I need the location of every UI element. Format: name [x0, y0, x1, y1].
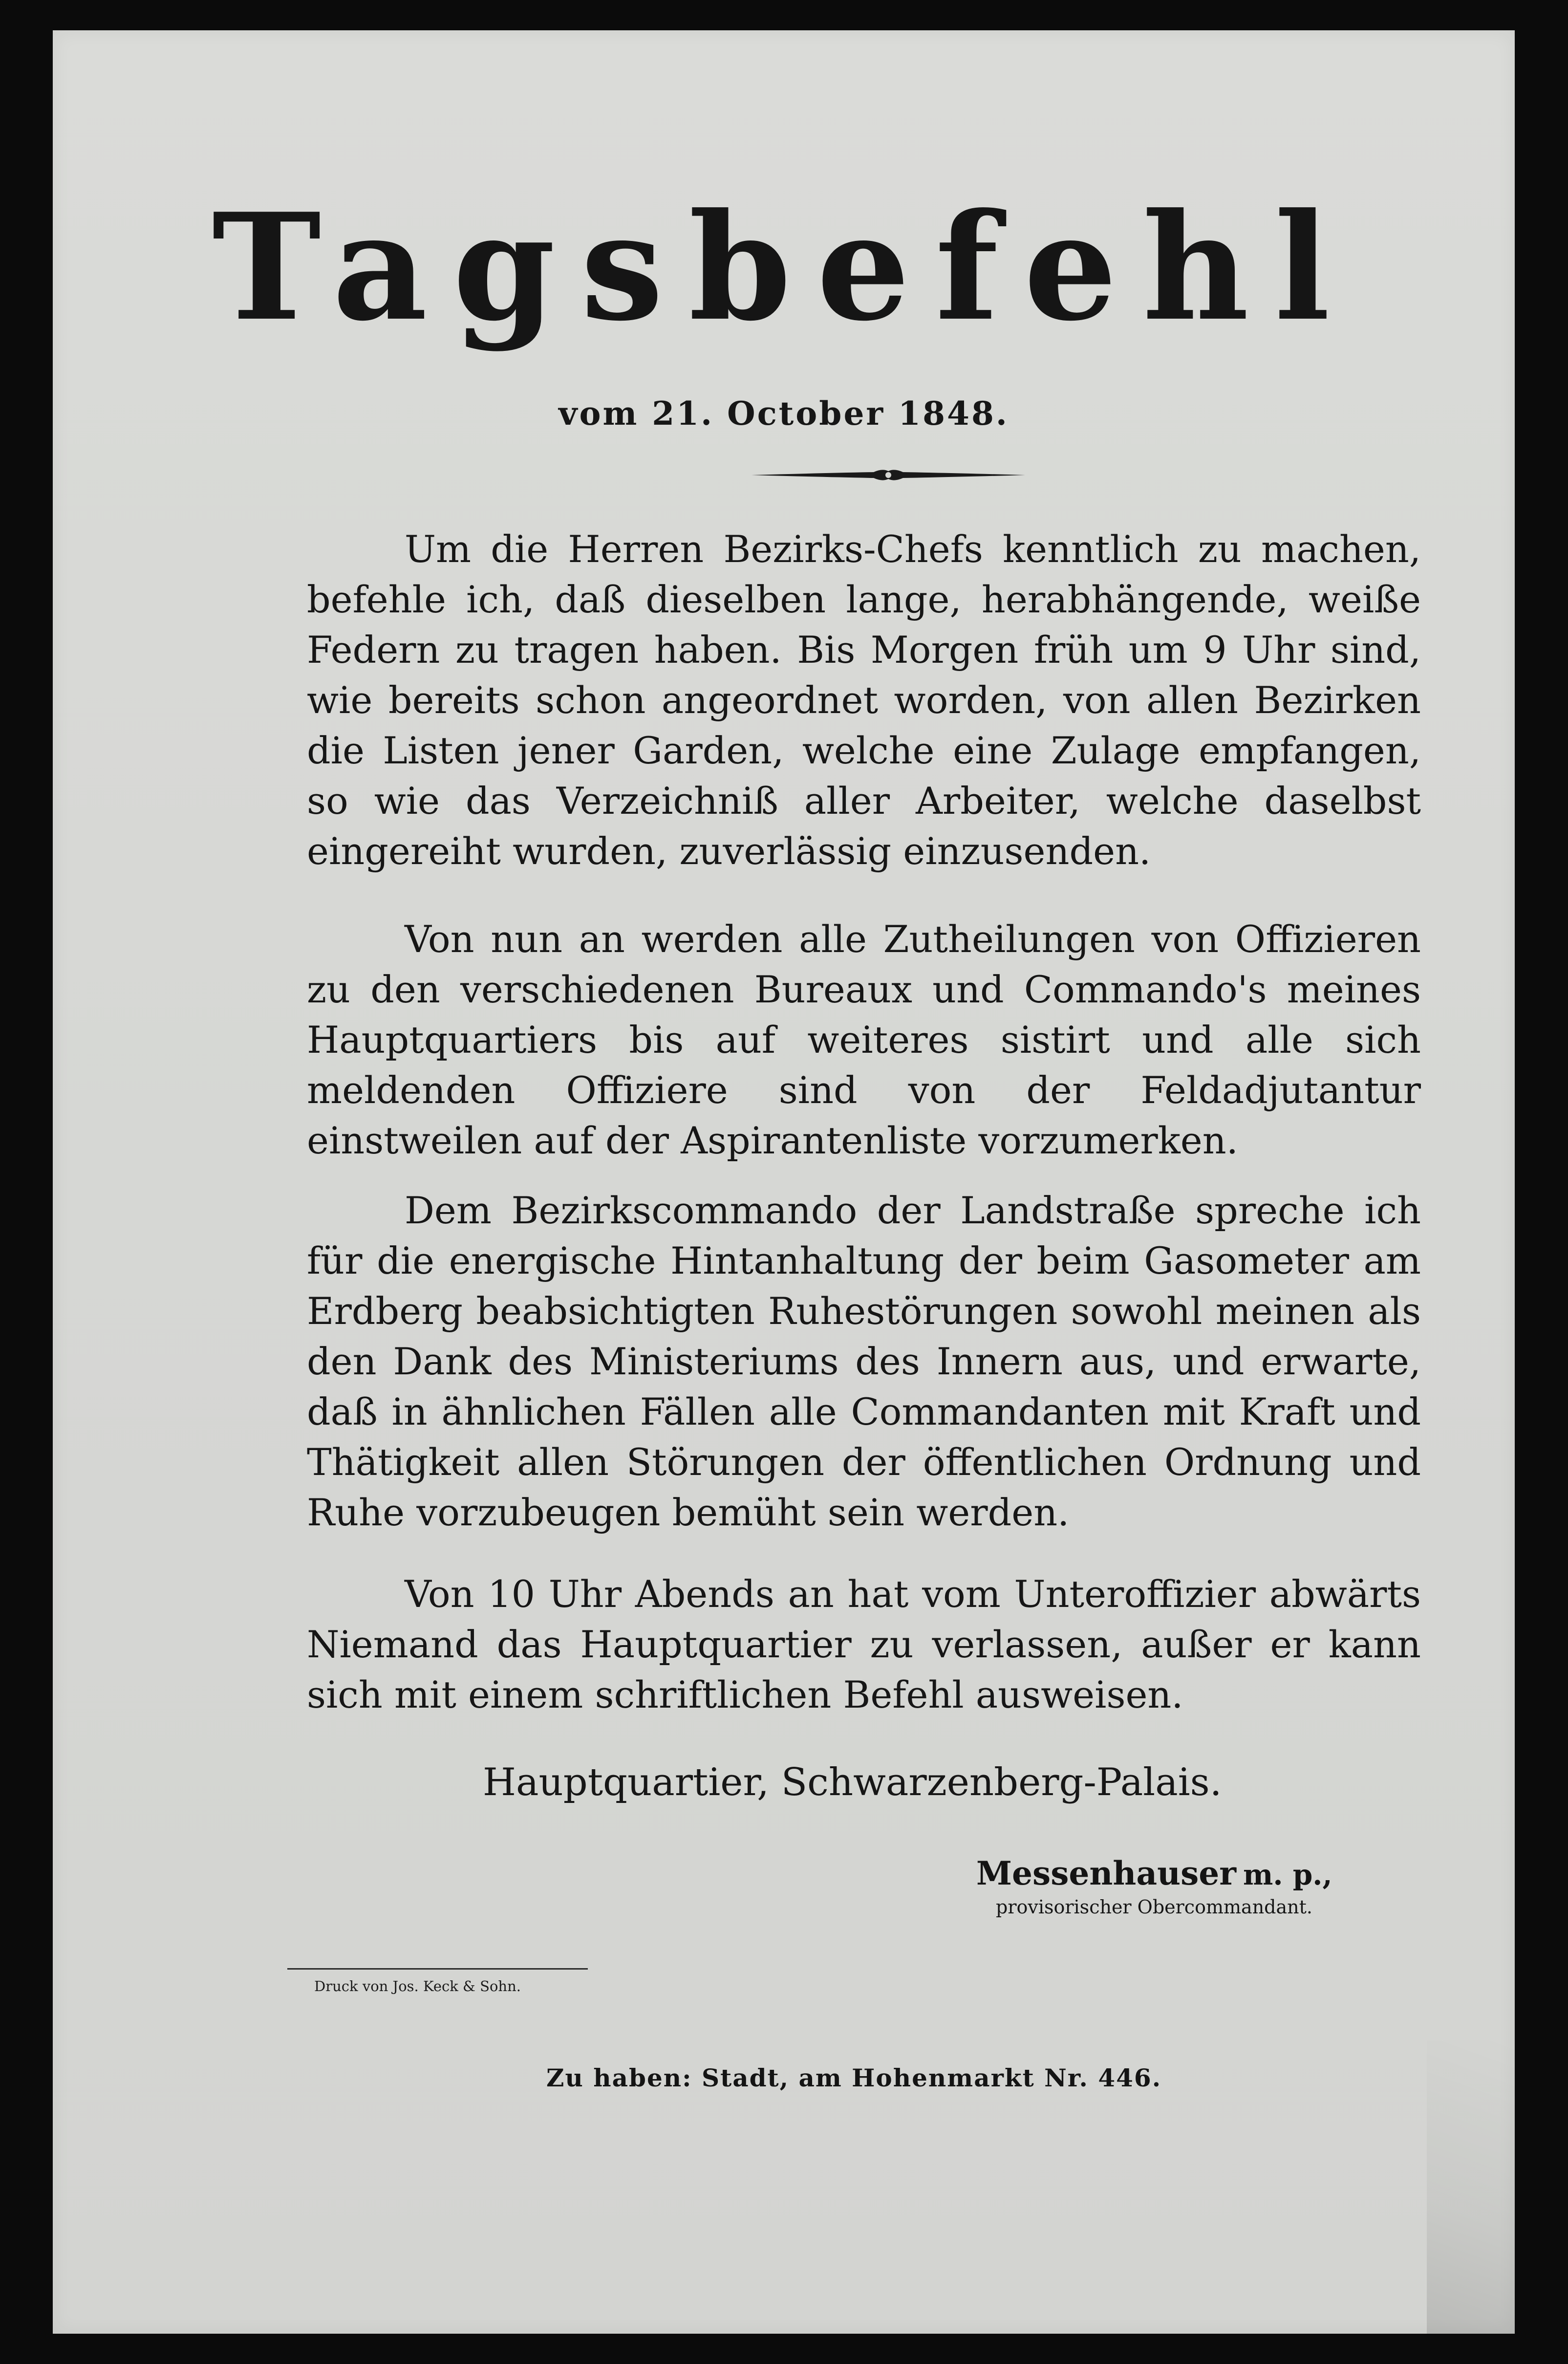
ornament-divider-icon [752, 465, 1025, 485]
headquarters-line: Hauptquartier, Schwarzenberg-Palais. [483, 1760, 1222, 1804]
footnote-rule [287, 1968, 588, 1970]
signature-suffix: m. p., [1243, 1858, 1332, 1891]
paper-fold-shadow [1427, 2040, 1515, 2334]
paragraph-curfew: Von 10 Uhr Abends an hat vom Unteroffizier abwärts Niemand das Hauptquartier zu verlassen, außer er kann sich mit einem schriftlichen Befehl ausweisen. [307, 1572, 1421, 1716]
availability-line: Zu haben: Stadt, am Hohenmarkt Nr. 446. [546, 2063, 1162, 2092]
paragraph-officer-assignments: Von nun an werden alle Zutheilungen von Offizieren zu den verschiedenen Bureaux und Commando's meines Hauptquartiers bis auf weiteres sistirt und alle sich meldenden Offiziere sind von der Feldadjutantur einstweilen auf der Aspirantenliste vorzumerken. [307, 917, 1421, 1162]
printer-credit: Druck von Jos. Keck & Sohn. [314, 1978, 521, 1995]
signature-title: provisorischer Obercommandant. [996, 1896, 1312, 1918]
paragraph-district-chiefs: Um die Herren Bezirks-Chefs kenntlich zu machen, befehle ich, daß dieselben lange, herabhängende, weiße Federn zu tragen haben. Bis Morgen früh um 9 Uhr sind, wie bereits schon angeordnet worden, von allen Bezirken die Listen jener Garden, welche eine Zulage empfangen, so wie das Verzeichniß aller Arbeiter, welche daselbst eingereiht wurden, zuverlässig einzusenden. [307, 527, 1421, 873]
signature-name: Messenhauser [976, 1854, 1236, 1892]
poster-sheet [53, 30, 1515, 2334]
signature-line [976, 1854, 1332, 1892]
date-line: vom 21. October 1848. [558, 394, 1009, 433]
paragraph-landstrasse-thanks: Dem Bezirkscommando der Landstraße spreche ich für die energische Hintanhaltung der beim Gasometer am Erdberg beabsichtigten Ruhestörungen sowohl meinen als den Dank des Ministeriums des Innern aus, und erwarte, daß in ähnlichen Fällen alle Commandanten mit Kraft und Thätigkeit allen Störungen der öffentlichen Ordnung und Ruhe vorzubeugen bemüht sein werden. [307, 1189, 1421, 1534]
document-title: Tagsbefehl [212, 181, 1356, 353]
